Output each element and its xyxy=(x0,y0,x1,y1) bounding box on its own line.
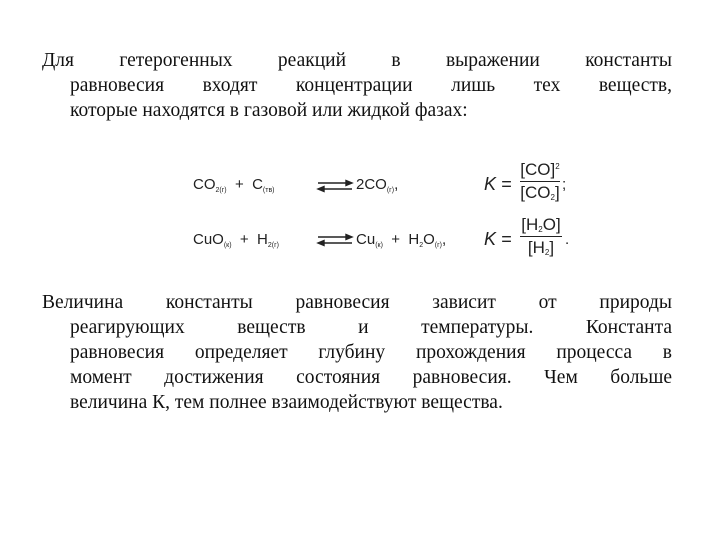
equation-2-fraction: $[H_2O]$ $[H_2]$ xyxy=(521,215,561,257)
text-line: равновесия входят концентрации лишь тех веществ, xyxy=(70,75,672,96)
equation-1-reactants: $CO_{2(г)} + C_{(тв)}$ xyxy=(193,176,275,194)
text-line: величина К, тем полнее взаимодействуют вещества. xyxy=(70,392,503,413)
equilibrium-constant-label: K = xyxy=(484,229,512,249)
equation-1-products: $2CO_{(г)}$, xyxy=(356,176,399,194)
equilibrium-constant-label: K = xyxy=(484,174,512,194)
text-line: Величина константы равновесия зависит от природы xyxy=(42,292,672,313)
equation-1-fraction: [CO]$^2$ $[CO_2]$ xyxy=(520,160,560,202)
explanation-paragraph xyxy=(42,290,672,415)
text-line: равновесия определяет глубину прохождения процесса в xyxy=(70,342,672,363)
equation-1-end: ; xyxy=(562,176,567,193)
equilibrium-arrow-icon xyxy=(318,235,352,246)
text-line: момент достижения состояния равновесия. Чем больше xyxy=(70,367,672,388)
text-line: Для гетерогенных реакций в выражении константы xyxy=(42,50,672,71)
equation-2-products: $Cu_{(к)} + H_2O_{(г)}$, xyxy=(356,231,447,249)
equilibrium-arrow-icon xyxy=(318,181,352,192)
equation-2-reactants: $CuO_{(к)} + H_{2(г)}$ xyxy=(193,231,279,249)
text-line: которые находятся в газовой или жидкой фазах: xyxy=(70,100,468,121)
equation-2-end: . xyxy=(565,231,570,248)
text-line: реагирующих веществ и температуры. Константа xyxy=(70,317,672,338)
